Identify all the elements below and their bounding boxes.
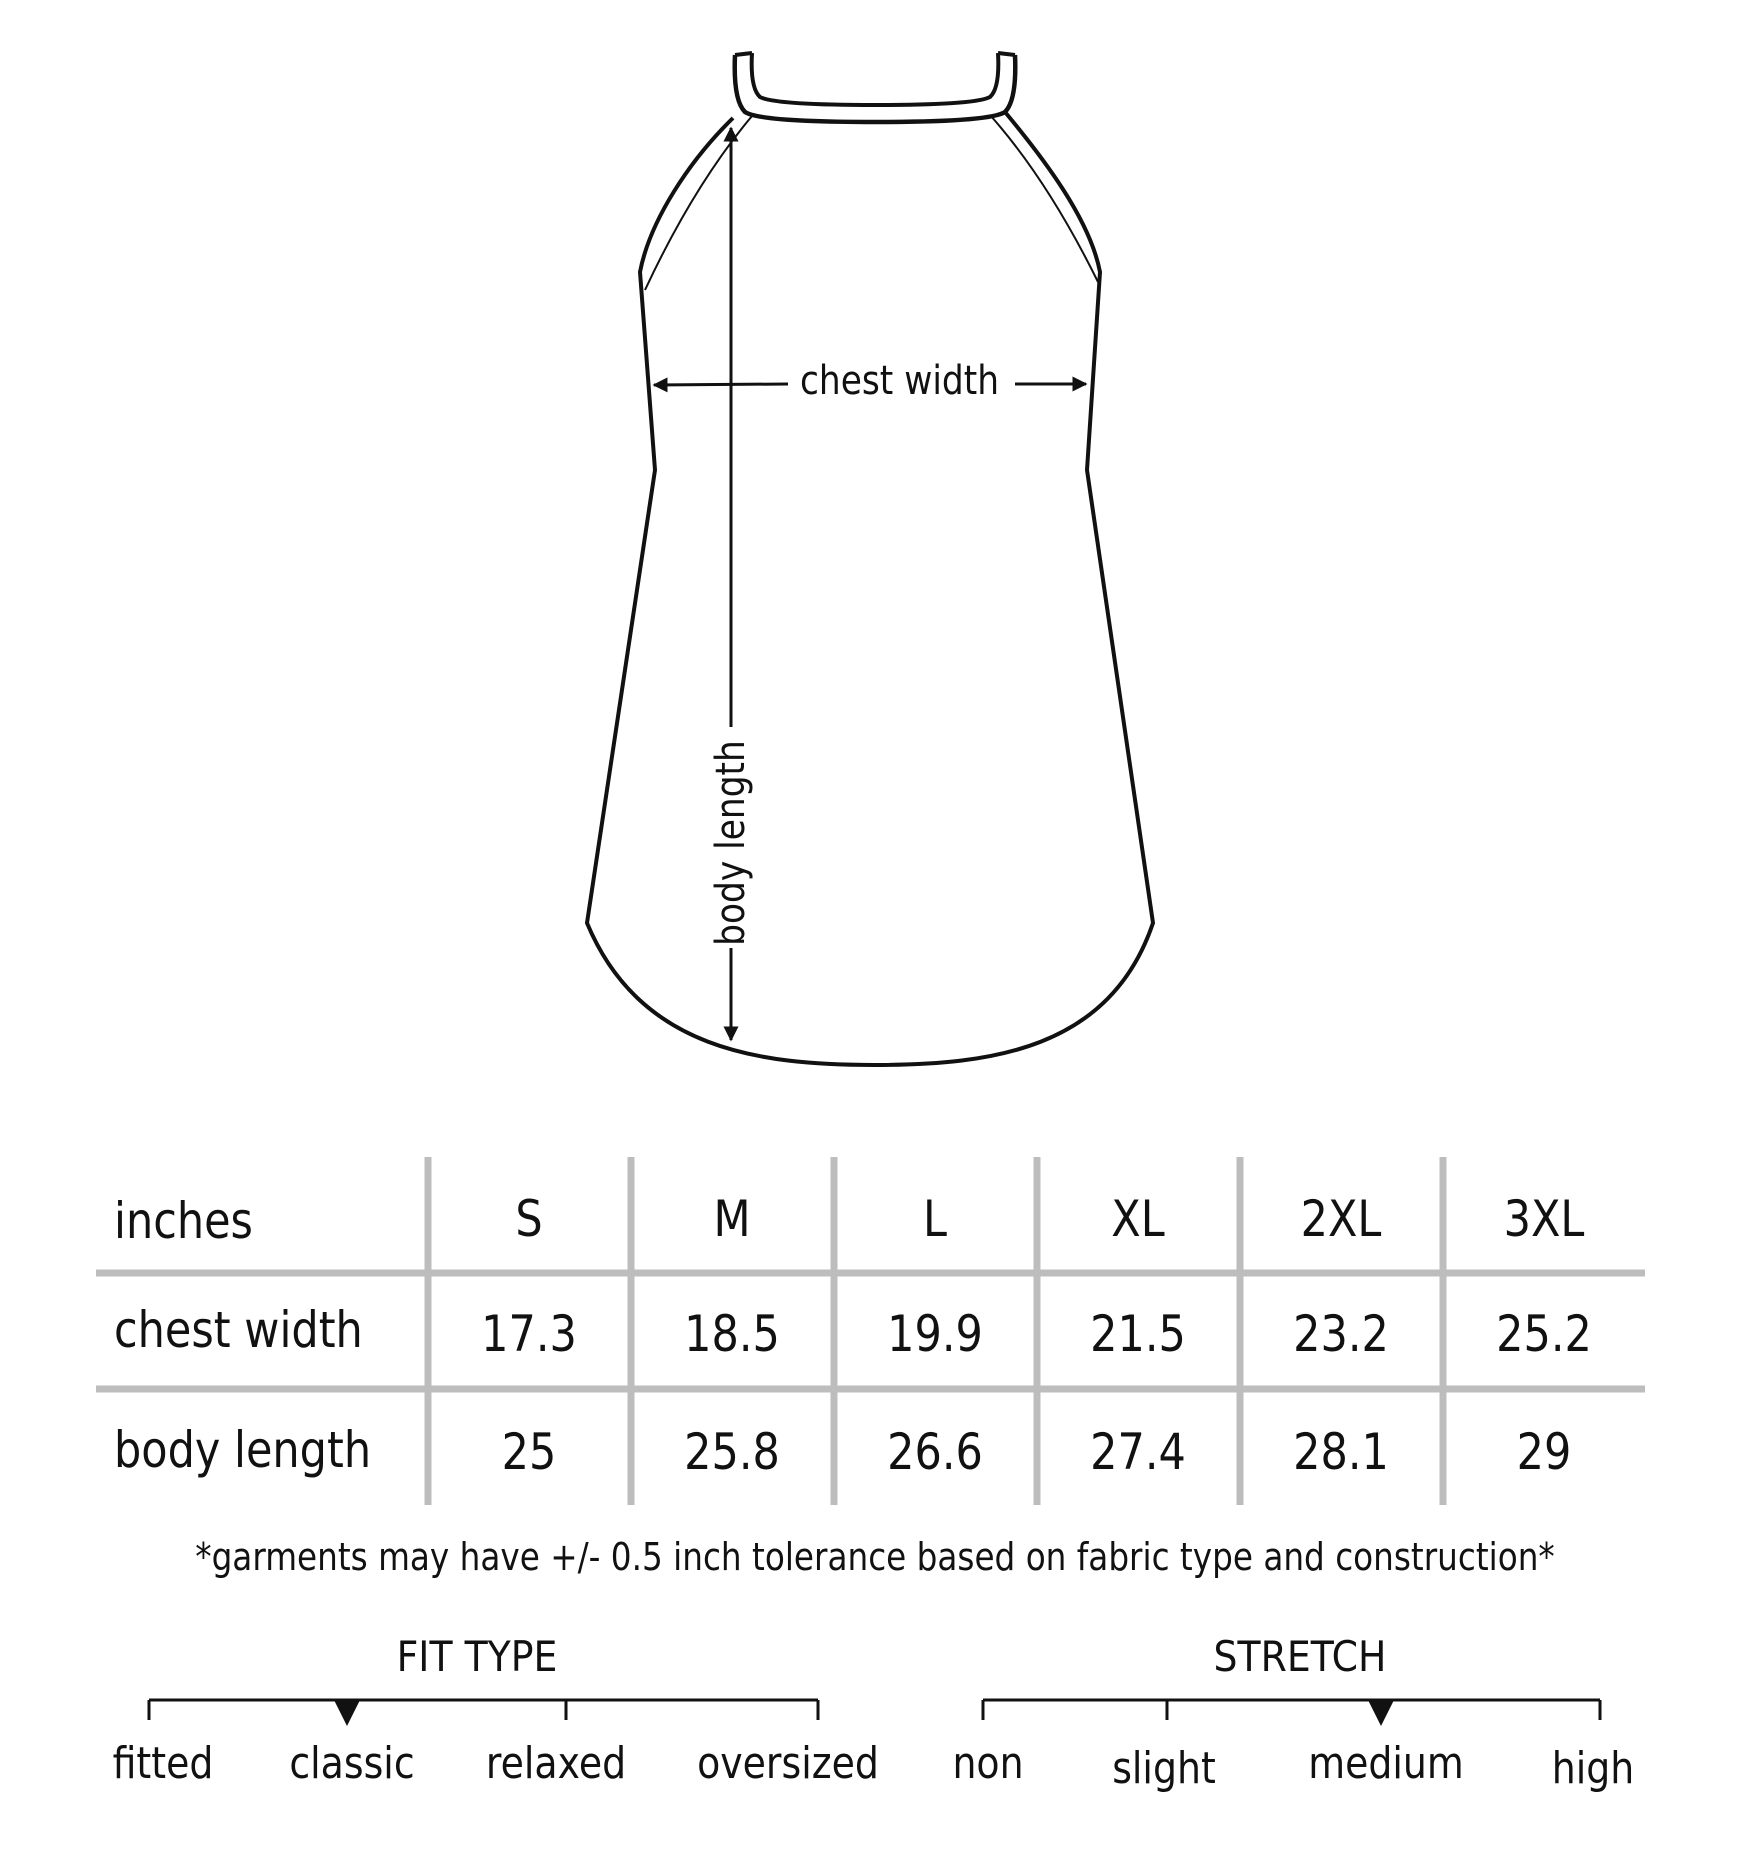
- table-cell: 25: [501, 1423, 557, 1481]
- size-header-l: L: [923, 1190, 947, 1248]
- table-cell: 18.5: [684, 1305, 780, 1363]
- armhole-binding-left: [645, 116, 752, 290]
- table-cell: 25.8: [684, 1423, 780, 1481]
- tolerance-note: *garments may have +/- 0.5 inch tolerance based on fabric type and construction*: [195, 1535, 1555, 1579]
- garment-outline: [587, 112, 1153, 1065]
- body-length-label: body length: [708, 740, 754, 946]
- table-cell: 17.3: [481, 1305, 577, 1363]
- size-header-m: M: [713, 1190, 751, 1248]
- size-header-s: S: [515, 1190, 543, 1248]
- fit-option-relaxed: relaxed: [485, 1738, 627, 1789]
- armhole-binding-right: [990, 115, 1098, 282]
- stretch-title: STRETCH: [1213, 1632, 1387, 1681]
- size-header-3xl: 3XL: [1503, 1190, 1585, 1248]
- neck-binding: [735, 55, 1016, 122]
- chest-width-label: chest width: [800, 358, 1000, 404]
- stretch-option-high: high: [1551, 1743, 1635, 1794]
- stretch-option-slight: slight: [1112, 1743, 1216, 1794]
- row-label-chest-width: chest width: [114, 1301, 363, 1359]
- fit-option-oversized: oversized: [697, 1738, 879, 1789]
- fit-type-marker: [334, 1700, 360, 1726]
- table-cell: 21.5: [1090, 1305, 1186, 1363]
- table-cell: 23.2: [1293, 1305, 1389, 1363]
- neck-binding-inner: [752, 53, 999, 105]
- chest-arrow-left: [654, 384, 788, 385]
- table-cell: 27.4: [1090, 1423, 1186, 1481]
- fit-type-title: FIT TYPE: [396, 1632, 558, 1681]
- table-cell: 25.2: [1496, 1305, 1592, 1363]
- size-header-2xl: 2XL: [1300, 1190, 1382, 1248]
- fit-option-classic: classic: [289, 1738, 415, 1789]
- table-cell: 19.9: [887, 1305, 983, 1363]
- stretch-option-non: non: [952, 1738, 1024, 1789]
- row-label-body-length: body length: [114, 1421, 372, 1479]
- stretch-option-medium: medium: [1308, 1738, 1464, 1789]
- table-cell: 28.1: [1293, 1423, 1389, 1481]
- stretch-marker: [1368, 1700, 1394, 1726]
- fit-option-fitted: fitted: [112, 1738, 214, 1789]
- size-header-xl: XL: [1111, 1190, 1165, 1248]
- table-cell: 26.6: [887, 1423, 983, 1481]
- table-cell: 29: [1516, 1423, 1572, 1481]
- table-unit-header: inches: [114, 1192, 253, 1250]
